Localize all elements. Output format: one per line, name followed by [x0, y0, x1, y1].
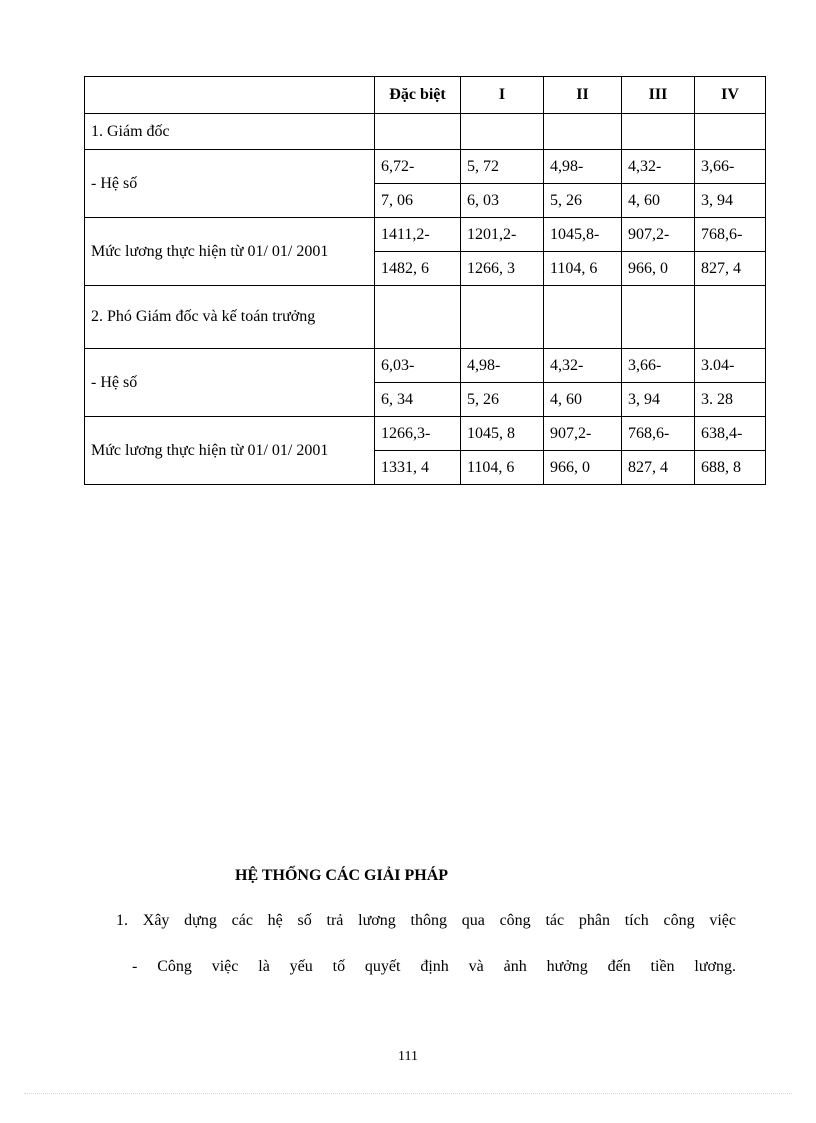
table-cell: 1045, 8 [461, 417, 544, 451]
table-cell: 7, 06 [375, 184, 461, 218]
table-cell: 5, 26 [461, 383, 544, 417]
table-cell: 768,6- [695, 218, 766, 252]
table-cell: 1482, 6 [375, 252, 461, 286]
table-cell: 6, 03 [461, 184, 544, 218]
table-cell: 4, 60 [544, 383, 622, 417]
table-cell: 5, 72 [461, 150, 544, 184]
paragraph-1: 1. Xây dựng các hệ số trả lương thông qua công tác phân tích công việc [116, 912, 736, 929]
table-cell: 3.04- [695, 349, 766, 383]
table-cell: 4,32- [544, 349, 622, 383]
section-title: 1. Giám đốc [85, 114, 375, 150]
table-cell: 5, 26 [544, 184, 622, 218]
table-row [85, 349, 766, 383]
header-cell: III [622, 77, 695, 114]
table-cell: 4,98- [544, 150, 622, 184]
table-cell: 966, 0 [544, 451, 622, 485]
page-number: 111 [398, 1049, 418, 1064]
paragraph-2: - Công việc là yếu tố quyết định và ảnh hưởng đến tiền lương. [132, 958, 736, 975]
page-divider [24, 1093, 792, 1094]
table-cell: 907,2- [622, 218, 695, 252]
header-cell: Đặc biệt [375, 77, 461, 114]
table-cell: 1266,3- [375, 417, 461, 451]
table-cell: 1411,2- [375, 218, 461, 252]
table-cell [375, 286, 461, 349]
table-cell [695, 286, 766, 349]
table-cell: 1266, 3 [461, 252, 544, 286]
row-label: - Hệ số [85, 150, 375, 218]
table-cell: 827, 4 [622, 451, 695, 485]
header-cell: I [461, 77, 544, 114]
table-cell: 1201,2- [461, 218, 544, 252]
table-cell: 1331, 4 [375, 451, 461, 485]
table-cell: 3,66- [622, 349, 695, 383]
table-row [85, 417, 766, 451]
table-cell: 4,32- [622, 150, 695, 184]
row-label: Mức lương thực hiện từ 01/ 01/ 2001 [85, 417, 375, 485]
table-row [85, 218, 766, 252]
table-cell: 6, 34 [375, 383, 461, 417]
header-cell: IV [695, 77, 766, 114]
row-label: - Hệ số [85, 349, 375, 417]
row-label: Mức lương thực hiện từ 01/ 01/ 2001 [85, 218, 375, 286]
table-cell: 3, 94 [622, 383, 695, 417]
table-cell: 966, 0 [622, 252, 695, 286]
table-cell: 4,98- [461, 349, 544, 383]
table-cell: 768,6- [622, 417, 695, 451]
table-cell [622, 114, 695, 150]
section-row [85, 114, 766, 150]
header-cell: II [544, 77, 622, 114]
table-cell: 3,66- [695, 150, 766, 184]
section-heading: HỆ THỐNG CÁC GIẢI PHÁP [235, 867, 449, 884]
table-cell [461, 286, 544, 349]
table-cell: 688, 8 [695, 451, 766, 485]
table-cell: 3, 94 [695, 184, 766, 218]
table-cell: 827, 4 [695, 252, 766, 286]
table-cell [375, 114, 461, 150]
table-cell: 638,4- [695, 417, 766, 451]
table-cell: 3. 28 [695, 383, 766, 417]
table-header-row [85, 77, 766, 114]
table-cell: 6,72- [375, 150, 461, 184]
salary-table [84, 76, 766, 485]
table-cell: 1104, 6 [461, 451, 544, 485]
table-cell [622, 286, 695, 349]
table-cell [695, 114, 766, 150]
table-cell [544, 114, 622, 150]
table-cell: 907,2- [544, 417, 622, 451]
section-title: 2. Phó Giám đốc và kế toán trưởng [85, 286, 375, 349]
header-cell [85, 77, 375, 114]
table-cell [544, 286, 622, 349]
section-row [85, 286, 766, 349]
table-row [85, 150, 766, 184]
table-cell: 1045,8- [544, 218, 622, 252]
table-cell: 1104, 6 [544, 252, 622, 286]
table-cell: 6,03- [375, 349, 461, 383]
table-cell [461, 114, 544, 150]
table-cell: 4, 60 [622, 184, 695, 218]
